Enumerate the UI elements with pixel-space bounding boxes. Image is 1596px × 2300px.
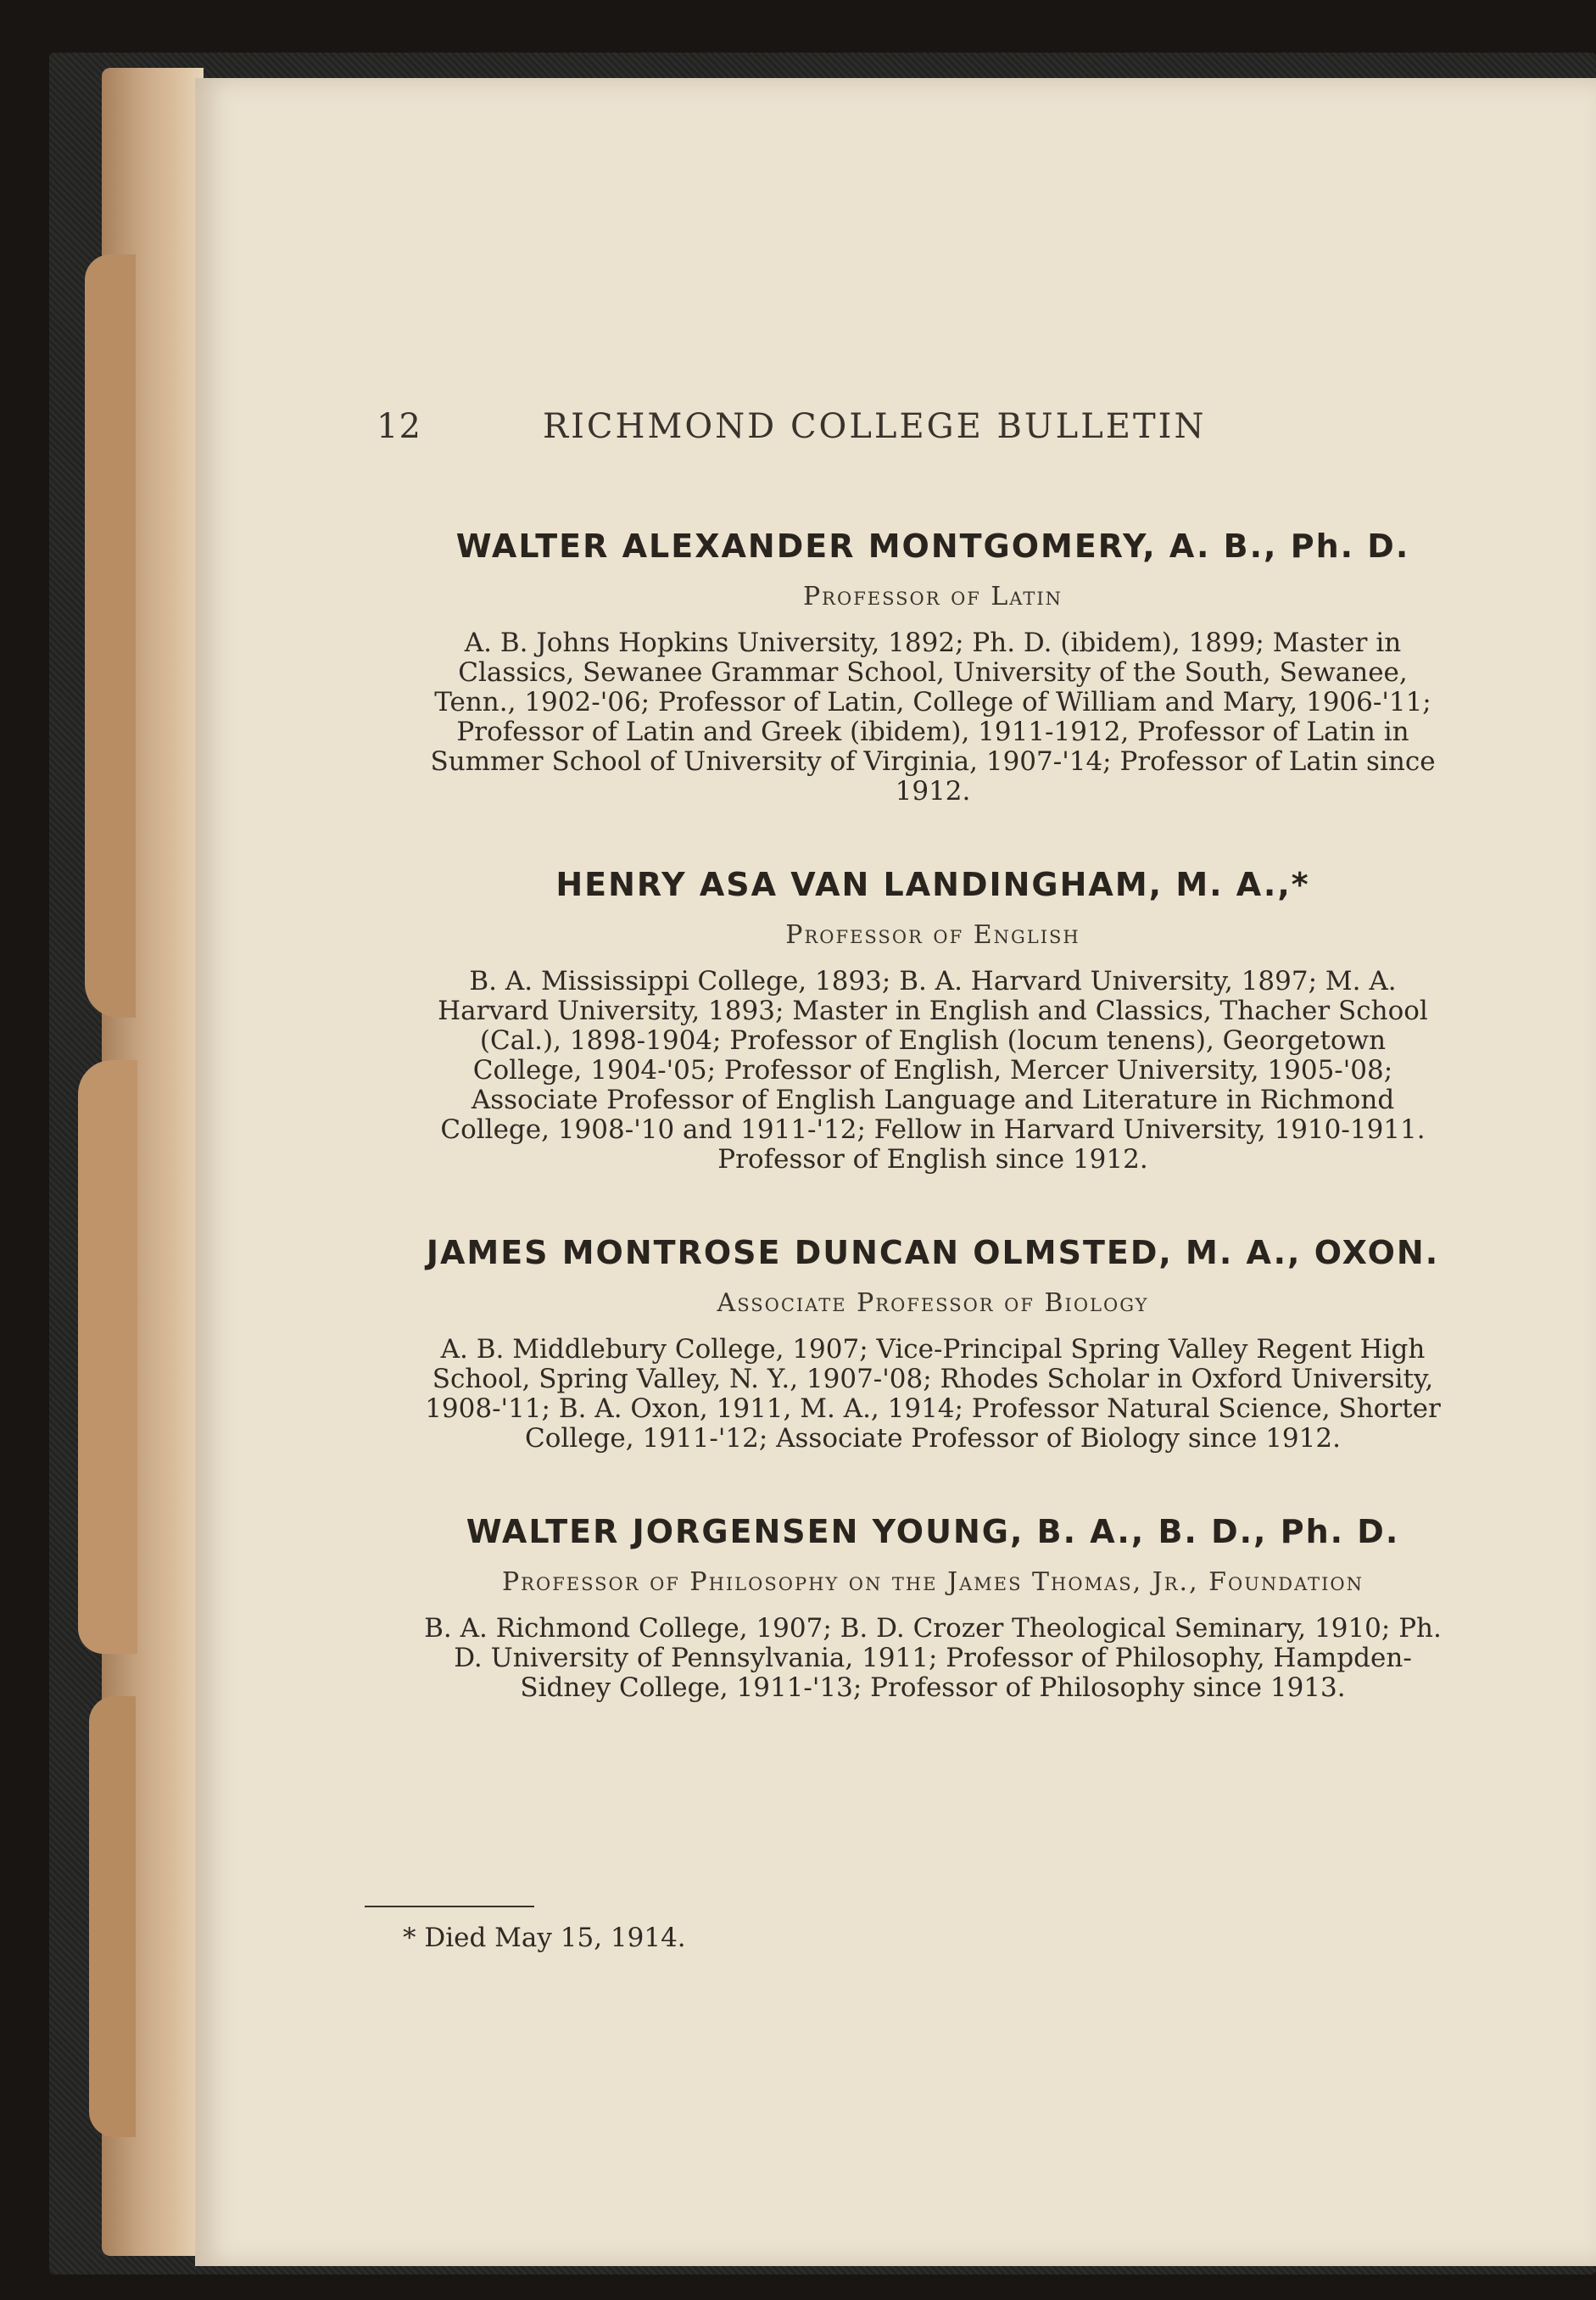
- faculty-name: WALTER JORGENSEN YOUNG, B. A., B. D., Ph. D.: [466, 1513, 1400, 1550]
- footnote-rule: [365, 1906, 534, 1907]
- footnote: * Died May 15, 1914.: [403, 1923, 686, 1953]
- faculty-bio: B. A. Richmond College, 1907; B. D. Crozer Theological Seminary, 1910; Ph. D. University of Pennsylvania, 1911; Professor of Philosophy, Hampden-Sidney College, 1911-'13; Professor of Philosophy since 1913.: [424, 1613, 1442, 1703]
- book-page: [195, 78, 1596, 2266]
- faculty-title: Associate Professor of Biology: [717, 1288, 1149, 1318]
- faculty-name: HENRY ASA VAN LANDINGHAM, M. A.,*: [555, 866, 1310, 903]
- torn-page-edge: [85, 254, 136, 1018]
- torn-page-edge: [89, 1696, 136, 2137]
- faculty-bio: B. A. Mississippi College, 1893; B. A. Harvard University, 1897; M. A. Harvard University, 1893; Master in English and Classics, Thacher School (Cal.), 1898-1904; Professor of English (locum tenens), Georgetown College, 1904-'05; Professor of English, Mercer University, 1905-'08; Associate Professor of English Language and Literature in Richmond College, 1908-'10 and 1911-'12; Fellow in Harvard University, 1910-1911. Professor of English since 1912.: [438, 966, 1428, 1175]
- faculty-name: JAMES MONTROSE DUNCAN OLMSTED, M. A., OXON.: [426, 1234, 1440, 1271]
- faculty-title: Professor of Philosophy on the James Thomas, Jr., Foundation: [501, 1567, 1364, 1597]
- faculty-bio: A. B. Johns Hopkins University, 1892; Ph. D. (ibidem), 1899; Master in Classics, Sewanee Grammar School, University of the South, Sewanee, Tenn., 1902-'06; Professor of Latin, College of William and Mary, 1906-'11; Professor of Latin and Greek (ibidem), 1911-1912, Professor of Latin in Summer School of University of Virginia, 1907-'14; Professor of Latin since 1912.: [430, 628, 1436, 807]
- faculty-bio: A. B. Middlebury College, 1907; Vice-Principal Spring Valley Regent High School, Spring Valley, N. Y., 1907-'08; Rhodes Scholar in Oxford University, 1908-'11; B. A. Oxon, 1911, M. A., 1914; Professor Natural Science, Shorter College, 1911-'12; Associate Professor of Biology since 1912.: [425, 1334, 1441, 1454]
- faculty-name: WALTER ALEXANDER MONTGOMERY, A. B., Ph. D.: [455, 528, 1410, 565]
- faculty-entry: [322, 1234, 1543, 1454]
- page-number: 12: [377, 407, 421, 446]
- running-title: RICHMOND COLLEGE BULLETIN: [543, 407, 1207, 446]
- faculty-entry: [322, 866, 1543, 1175]
- torn-page-edge: [78, 1060, 137, 1654]
- faculty-entry: [322, 1513, 1543, 1703]
- faculty-title: Professor of English: [785, 920, 1080, 950]
- page-header: [195, 407, 1596, 458]
- faculty-title: Professor of Latin: [802, 582, 1063, 611]
- faculty-listing: [322, 528, 1543, 1762]
- faculty-entry: [322, 528, 1543, 807]
